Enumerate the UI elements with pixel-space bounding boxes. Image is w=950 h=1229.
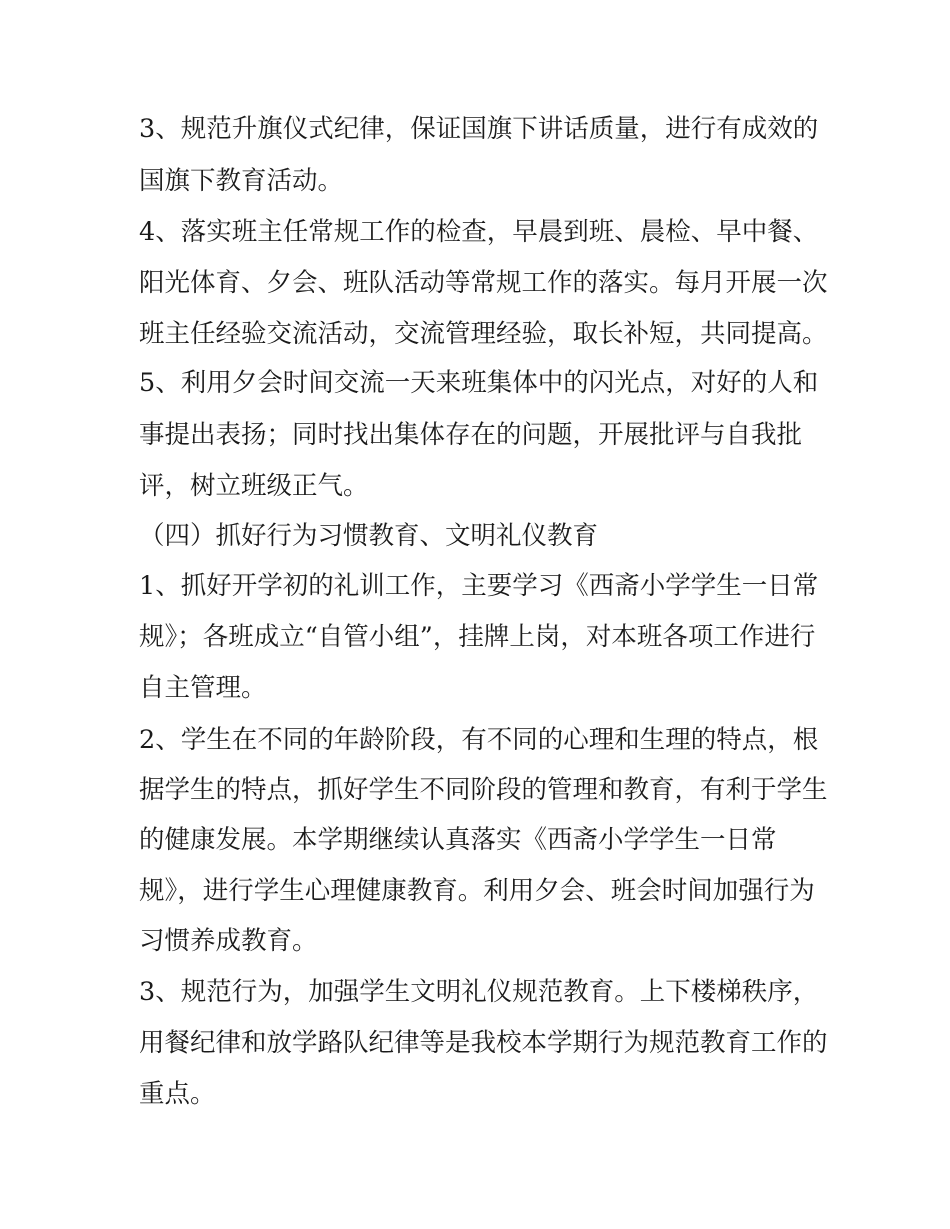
text-line: 5、利用夕会时间交流一天来班集体中的闪光点，对好的人和 (139, 368, 819, 398)
text-line: 班主任经验交流活动，交流管理经验，取长补短，共同提高。 (139, 319, 828, 349)
text-line: 的健康发展。本学期继续认真落实《西斋小学学生一日常 (139, 825, 777, 855)
text-line: 1、抓好开学初的礼训工作，主要学习《西斋小学学生一日常 (139, 571, 819, 601)
text-line: 国旗下教育活动。 (139, 166, 344, 196)
text-line: 2、学生在不同的年龄阶段，有不同的心理和生理的特点，根 (139, 725, 819, 755)
text-line: 习惯养成教育。 (139, 926, 318, 956)
section-heading: （四）抓好行为习惯教育、文明礼仪教育 (139, 521, 599, 551)
text-line: 评，树立班级正气。 (139, 471, 369, 501)
text-line: 规》，进行学生心理健康教育。利用夕会、班会时间加强行为 (139, 876, 815, 906)
text-line: 3、规范行为，加强学生文明礼仪规范教育。上下楼梯秩序， (139, 977, 819, 1007)
text-line: 阳光体育、夕会、班队活动等常规工作的落实。每月开展一次 (139, 268, 828, 298)
text-line: 3、规范升旗仪式纪律，保证国旗下讲话质量，进行有成效的 (139, 114, 819, 144)
text-line: 规》；各班成立“自管小组”，挂牌上岗，对本班各项工作进行 (139, 622, 816, 652)
text-line: 4、落实班主任常规工作的检查，早晨到班、晨检、早中餐、 (139, 217, 819, 247)
text-line: 重点。 (139, 1079, 216, 1109)
text-line: 事提出表扬；同时找出集体存在的问题，开展批评与自我批 (139, 420, 803, 450)
text-line: 用餐纪律和放学路队纪律等是我校本学期行为规范教育工作的 (139, 1028, 828, 1058)
text-line: 自主管理。 (139, 673, 267, 703)
text-line: 据学生的特点，抓好学生不同阶段的管理和教育，有利于学生 (139, 775, 828, 805)
